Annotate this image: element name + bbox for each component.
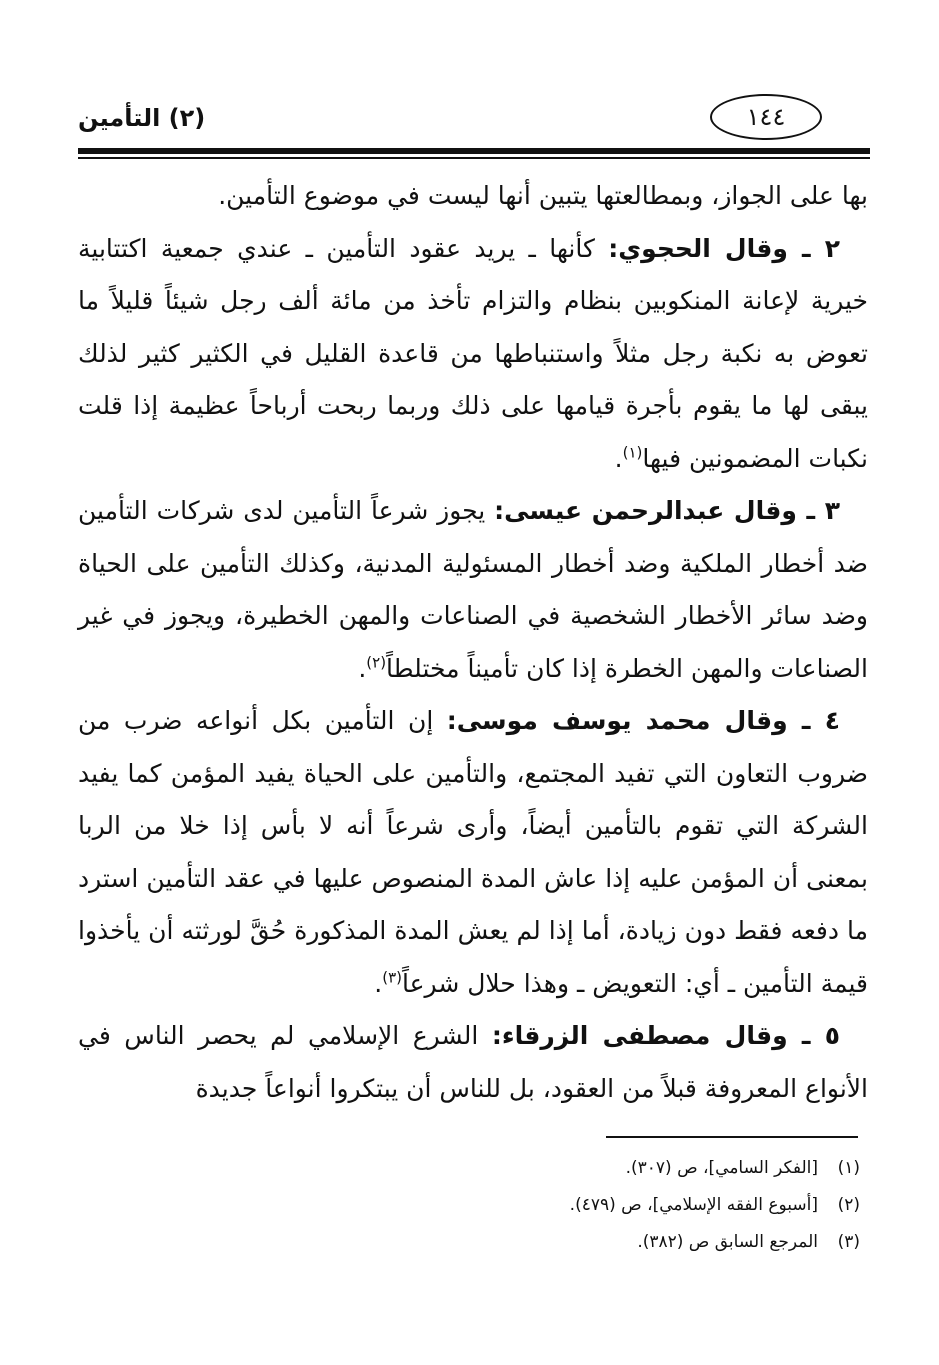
page-number-oval	[710, 94, 822, 140]
footnotes	[300, 1150, 860, 1261]
footnote-text: [الفكر السامي]، ص (٣٠٧).	[625, 1158, 818, 1178]
header-rule-thin	[78, 157, 870, 159]
paragraph-text: يجوز شرعاً التأمين لدى شركات التأمين ضد أخطار الملكية وضد أخطار المسئولية المدنية، وكذلك التأمين على الحياة وضد سائر الأخطار الشخصية في الصناعات والمهن الخطيرة، ويجوز في غير الصناعات والمهن الخطرة إذا كان تأميناً مختلطاً	[78, 496, 868, 683]
footnote-number: (٢)	[837, 1195, 860, 1215]
footnote-ref: (١)	[622, 443, 643, 462]
footnote-text: المرجع السابق ص (٣٨٢).	[637, 1232, 818, 1252]
page-header	[78, 92, 870, 162]
paragraph-continuation	[78, 170, 868, 223]
paragraph-end: .	[374, 968, 383, 998]
paragraph-quote-2	[78, 223, 868, 486]
footnote-number: (١)	[837, 1158, 860, 1178]
paragraph-end: .	[358, 653, 367, 683]
header-rule-thick	[78, 148, 870, 154]
speaker-label: ٥ ـ وقال مصطفى الزرقاء:	[491, 1021, 840, 1050]
paragraph-quote-5	[78, 1010, 868, 1115]
paragraph-text: بها على الجواز، وبمطالعتها يتبين أنها ليست في موضوع التأمين.	[218, 181, 868, 210]
page-number: ١٤٤	[746, 103, 786, 131]
main-text	[78, 170, 868, 1115]
footnote-ref: (٢)	[366, 653, 387, 672]
paragraph-text: الشرع الإسلامي لم يحصر الناس في الأنواع المعروفة قبلاً من العقود، بل للناس أن يبتكروا أنواعاً جديدة	[78, 1021, 868, 1103]
paragraph-text: إن التأمين بكل أنواعه ضرب من ضروب التعاون التي تفيد المجتمع، والتأمين على الحياة يفيد المؤمن كما يفيد الشركة التي تقوم بالتأمين أيضاً، وأرى شرعاً أنه لا بأس إذا خلا من الربا بمعنى أن المؤمن عليه إذا عاش المدة المنصوص عليها في عقد التأمين استرد ما دفعه فقط دون زيادة، أما إذا لم يعش المدة المذكورة حُقَّ لورثته أن يأخذوا قيمة التأمين ـ أي: التعويض ـ وهذا حلال شرعاً	[78, 706, 868, 998]
footnote-number: (٣)	[837, 1232, 860, 1252]
paragraph-end: .	[614, 443, 623, 473]
footnote-item	[300, 1150, 860, 1187]
paragraph-text: كأنها ـ يريد عقود التأمين ـ عندي جمعية اكتتابية خيرية لإعانة المنكوبين بنظام والتزام تأخذ من مائة ألف رجل شيئاً قليلاً ما تعوض به نكبة رجل مثلاً واستنباطها من قاعدة القليل في الكثير كثير لذلك يبقى لها ما يقوم بأجرة قيامها على ذلك وربما ربحت أرباحاً عظيمة إذا قلت نكبات المضمونين فيها	[78, 233, 868, 473]
footnote-text: [أسبوع الفقه الإسلامي]، ص (٤٧٩).	[569, 1195, 818, 1215]
paragraph-quote-3	[78, 485, 868, 695]
footnote-item	[300, 1187, 860, 1224]
footnote-item	[300, 1224, 860, 1261]
running-title: (٢) التأمين	[78, 104, 206, 132]
speaker-label: ٣ ـ وقال عبدالرحمن عيسى:	[494, 496, 840, 525]
footnote-separator	[606, 1136, 858, 1138]
speaker-label: ٤ ـ وقال محمد يوسف موسى:	[446, 706, 840, 735]
paragraph-quote-4	[78, 695, 868, 1010]
speaker-label: ٢ ـ وقال الحجوي:	[608, 233, 840, 263]
footnote-ref: (٣)	[382, 968, 402, 987]
